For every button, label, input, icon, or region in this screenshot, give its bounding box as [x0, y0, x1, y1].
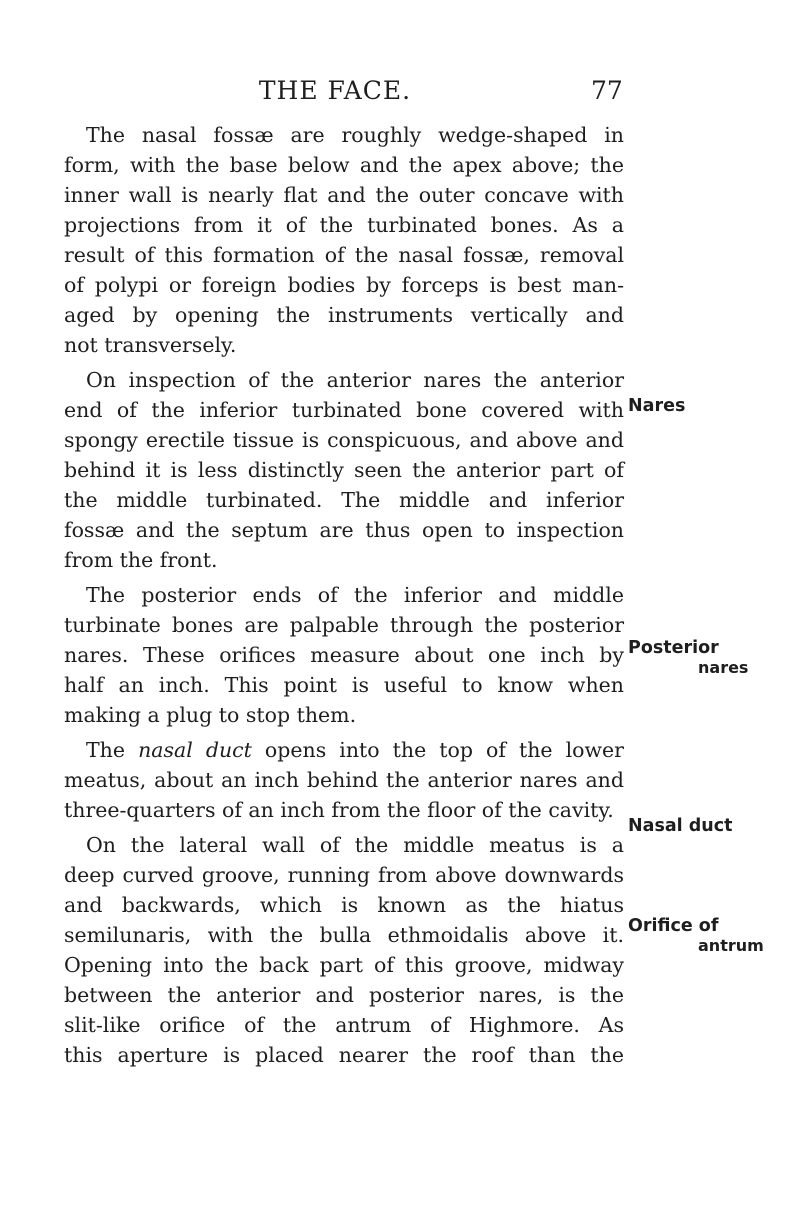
text-line: this aperture is placed nearer the roof than the [64, 1043, 624, 1067]
text-line: turbinate bones are palpable through the posterior [64, 613, 624, 637]
sidenote-nares [628, 395, 798, 417]
text-line: from the front. [64, 548, 218, 572]
paragraph [64, 365, 624, 575]
sidenote-text: Nares [628, 396, 686, 416]
sidenote-orifice-of-antrum [628, 915, 798, 955]
text-run: The [86, 738, 139, 762]
text-line: the middle turbinated. The middle and inferior [64, 488, 624, 512]
text-line: between the anterior and posterior nares, is the [64, 983, 624, 1007]
text-line: spongy erectile tissue is conspicuous, and above and [64, 428, 624, 452]
text-line: inner wall is nearly flat and the outer concave with [64, 183, 624, 207]
text-line: deep curved groove, running from above downwards [64, 863, 624, 887]
paragraph [64, 580, 624, 730]
text-line: not transversely. [64, 333, 237, 357]
page-header [0, 76, 800, 106]
paragraph [64, 830, 624, 1070]
sidenote-text: Posterior [628, 638, 719, 658]
text-line: nares. These orifices measure about one inch by [64, 643, 624, 667]
text-line: of polypi or foreign bodies by forceps is best man- [64, 273, 624, 297]
text-line: three-quarters of an inch from the floor of the cavity. [64, 798, 614, 822]
text-line [64, 735, 624, 765]
text-line: semilunaris, with the bulla ethmoidalis above it. [64, 923, 624, 947]
text-line: result of this formation of the nasal fossæ, removal [64, 243, 624, 267]
sidenote-text: Nasal duct [628, 816, 733, 836]
text-line: slit-like orifice of the antrum of Highmore. As [64, 1013, 624, 1037]
running-title: THE FACE. [258, 76, 412, 105]
text-line: The posterior ends of the inferior and middle [86, 583, 624, 607]
sidenote-text: Orifice of [628, 916, 719, 936]
sidenote-posterior-nares [628, 637, 798, 677]
sidenote-text: antrum [698, 936, 764, 955]
text-line: projections from it of the turbinated bones. As a [64, 213, 624, 237]
text-line: meatus, about an inch behind the anterior nares and [64, 768, 624, 792]
text-line: On the lateral wall of the middle meatus is a [86, 833, 624, 857]
text-line: aged by opening the instruments vertically and [64, 303, 624, 327]
sidenote-text: nares [698, 658, 749, 677]
paragraph [64, 120, 624, 360]
italic-term: nasal duct [138, 738, 252, 762]
text-line: The nasal fossæ are roughly wedge-shaped in [86, 123, 624, 147]
text-line: form, with the base below and the apex above; the [64, 153, 624, 177]
text-line: On inspection of the anterior nares the anterior [86, 368, 624, 392]
text-line: fossæ and the septum are thus open to inspection [64, 518, 624, 542]
text-line: Opening into the back part of this groove, midway [64, 953, 624, 977]
text-line: behind it is less distinctly seen the anterior part of [64, 458, 624, 482]
text-line: half an inch. This point is useful to know when [64, 673, 624, 697]
page-number: 77 [591, 76, 623, 105]
text-run: opens into the top of the lower [251, 738, 624, 762]
body-text [64, 120, 624, 1070]
text-line: and backwards, which is known as the hiatus [64, 893, 624, 917]
sidenote-nasal-duct [628, 815, 798, 837]
text-line: making a plug to stop them. [64, 703, 357, 727]
paragraph [64, 735, 624, 825]
text-line: end of the inferior turbinated bone covered with [64, 398, 624, 422]
